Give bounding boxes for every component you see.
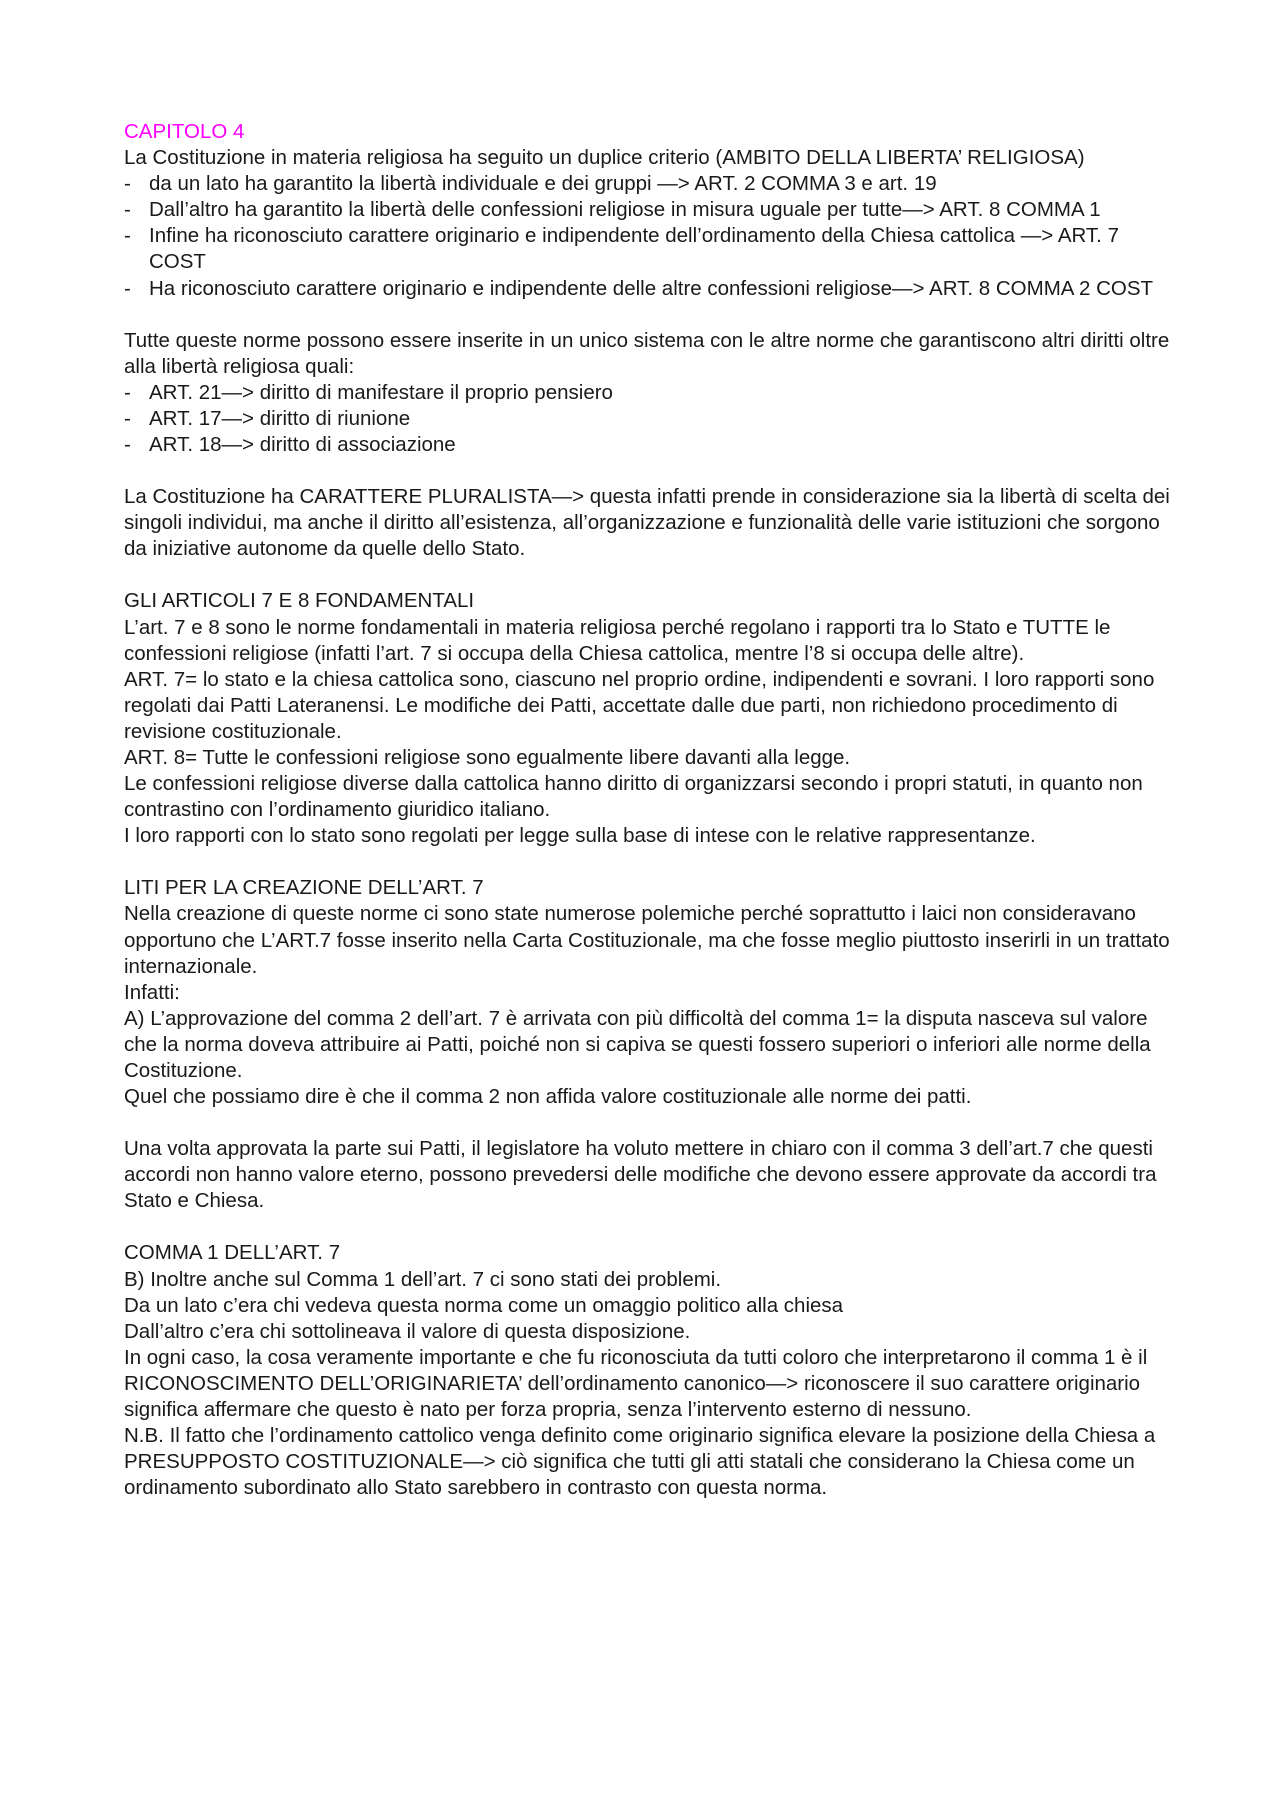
paragraph-gap xyxy=(124,562,1174,588)
paragraph-gap xyxy=(124,849,1174,875)
paragraph: ART. 7= lo stato e la chiesa cattolica sono, ciascuno nel proprio ordine, indipendenti e sovrani. I loro rapporti sono regolati dai Patti Lateranensi. Le modifiche dei Patti, accettate dalle due parti, non richiedono procedimento di revisione costituzionale. xyxy=(124,667,1155,743)
intro-paragraph: La Costituzione in materia religiosa ha seguito un duplice criterio (AMBITO DELLA LIBERTA’ RELIGIOSA) xyxy=(124,146,1085,170)
paragraph: Nella creazione di queste norme ci sono state numerose polemiche perché soprattutto i laici non consideravano opportuno che L’ART.7 fosse inserito nella Carta Costituzionale, ma che fosse meglio piuttosto inserirli in un trattato internazionale. xyxy=(124,902,1170,978)
list-marker: - xyxy=(124,172,131,196)
chapter-title: CAPITOLO 4 xyxy=(124,120,245,143)
section-heading-articles: GLI ARTICOLI 7 E 8 FONDAMENTALI xyxy=(124,589,475,613)
list-item-text: Dall’altro ha garantito la libertà delle confessioni religiose in misura uguale per tutte—> ART. 8 COMMA 1 xyxy=(149,198,1101,222)
list-item xyxy=(124,406,1174,432)
list-item-text: Ha riconosciuto carattere originario e indipendente delle altre confessioni religiose—> ART. 8 COMMA 2 COST xyxy=(149,276,1154,300)
list-item-text: da un lato ha garantito la libertà individuale e dei gruppi —> ART. 2 COMMA 3 e art. 19 xyxy=(149,172,937,196)
paragraph: Una volta approvata la parte sui Patti, il legislatore ha voluto mettere in chiaro con il comma 3 dell’art.7 che questi accordi non hanno valore eterno, possono prevedersi delle modifiche che devono essere approvate da accordi tra Stato e Chiesa. xyxy=(124,1137,1157,1213)
list-item-text: ART. 18—> diritto di associazione xyxy=(149,433,456,457)
list-marker: - xyxy=(124,406,131,430)
paragraph-gap xyxy=(124,458,1174,484)
paragraph: B) Inoltre anche sul Comma 1 dell’art. 7 ci sono stati dei problemi. xyxy=(124,1267,722,1291)
section-heading-comma1: COMMA 1 DELL’ART. 7 xyxy=(124,1241,341,1265)
paragraph-gap xyxy=(124,1110,1174,1136)
list-item xyxy=(124,171,1174,197)
list-item xyxy=(124,223,1174,275)
list-item-text: Infine ha riconosciuto carattere originario e indipendente dell’ordinamento della Chiesa cattolica —> ART. 7 COST xyxy=(149,224,1119,274)
list-item-text: ART. 21—> diritto di manifestare il proprio pensiero xyxy=(149,380,613,404)
list-marker: - xyxy=(124,198,131,222)
system-paragraph: Tutte queste norme possono essere inserite in un unico sistema con le altre norme che garantiscono altri diritti oltre alla libertà religiosa quali: xyxy=(124,328,1170,378)
intro-list xyxy=(124,171,1174,301)
section-heading-disputes: LITI PER LA CREAZIONE DELL’ART. 7 xyxy=(124,876,484,900)
list-item xyxy=(124,380,1174,406)
rights-list xyxy=(124,380,1174,458)
paragraph: Da un lato c’era chi vedeva questa norma come un omaggio politico alla chiesa xyxy=(124,1293,844,1317)
paragraph: N.B. Il fatto che l’ordinamento cattolico venga definito come originario significa elevare la posizione della Chiesa a PRESUPPOSTO COSTITUZIONALE—> ciò significa che tutti gli atti statali che considerano la Chiesa come un ordinamento subordinato allo Stato sarebbero in contrasto con questa norma. xyxy=(124,1424,1156,1500)
document-page xyxy=(124,119,1174,1501)
paragraph: Le confessioni religiose diverse dalla cattolica hanno diritto di organizzarsi secondo i propri statuti, in quanto non contrastino con l’ordinamento giuridico italiano. xyxy=(124,772,1143,822)
list-marker: - xyxy=(124,433,131,457)
list-item xyxy=(124,276,1174,302)
paragraph: ART. 8= Tutte le confessioni religiose sono egualmente libere davanti alla legge. xyxy=(124,745,851,769)
paragraph: Dall’altro c’era chi sottolineava il valore di questa disposizione. xyxy=(124,1319,691,1343)
list-marker: - xyxy=(124,276,131,300)
list-item xyxy=(124,432,1174,458)
paragraph: In ogni caso, la cosa veramente importante e che fu riconosciuta da tutti coloro che interpretarono il comma 1 è il RICONOSCIMENTO DELL’ORIGINARIETA’ dell’ordinamento canonico—> riconoscere il suo carattere originario significa affermare che questo è nato per forza propria, senza l’intervento esterno di nessuno. xyxy=(124,1345,1148,1422)
paragraph: Infatti: xyxy=(124,980,180,1004)
paragraph-gap xyxy=(124,302,1174,328)
paragraph: I loro rapporti con lo stato sono regolati per legge sulla base di intese con le relative rappresentanze. xyxy=(124,824,1036,848)
paragraph: A) L’approvazione del comma 2 dell’art. 7 è arrivata con più difficoltà del comma 1= la disputa nasceva sul valore che la norma doveva attribuire ai Patti, poiché non si capiva se questi fossero superiori o inferiori alle norme della Costituzione. xyxy=(124,1006,1151,1082)
list-item-text: ART. 17—> diritto di riunione xyxy=(149,406,411,430)
pluralism-paragraph: La Costituzione ha CARATTERE PLURALISTA—> questa infatti prende in considerazione sia la libertà di scelta dei singoli individui, ma anche il diritto all’esistenza, all’organizzazione e funzionalità delle varie istituzioni che sorgono da iniziative autonome da quelle dello Stato. xyxy=(124,485,1170,561)
list-marker: - xyxy=(124,380,131,404)
list-item xyxy=(124,197,1174,223)
paragraph-gap xyxy=(124,1214,1174,1240)
paragraph: Quel che possiamo dire è che il comma 2 non affida valore costituzionale alle norme dei patti. xyxy=(124,1085,972,1109)
list-marker: - xyxy=(124,224,131,248)
paragraph: L’art. 7 e 8 sono le norme fondamentali in materia religiosa perché regolano i rapporti tra lo Stato e TUTTE le confessioni religiose (infatti l’art. 7 si occupa della Chiesa cattolica, mentre l’8 si occupa delle altre). xyxy=(124,615,1111,665)
